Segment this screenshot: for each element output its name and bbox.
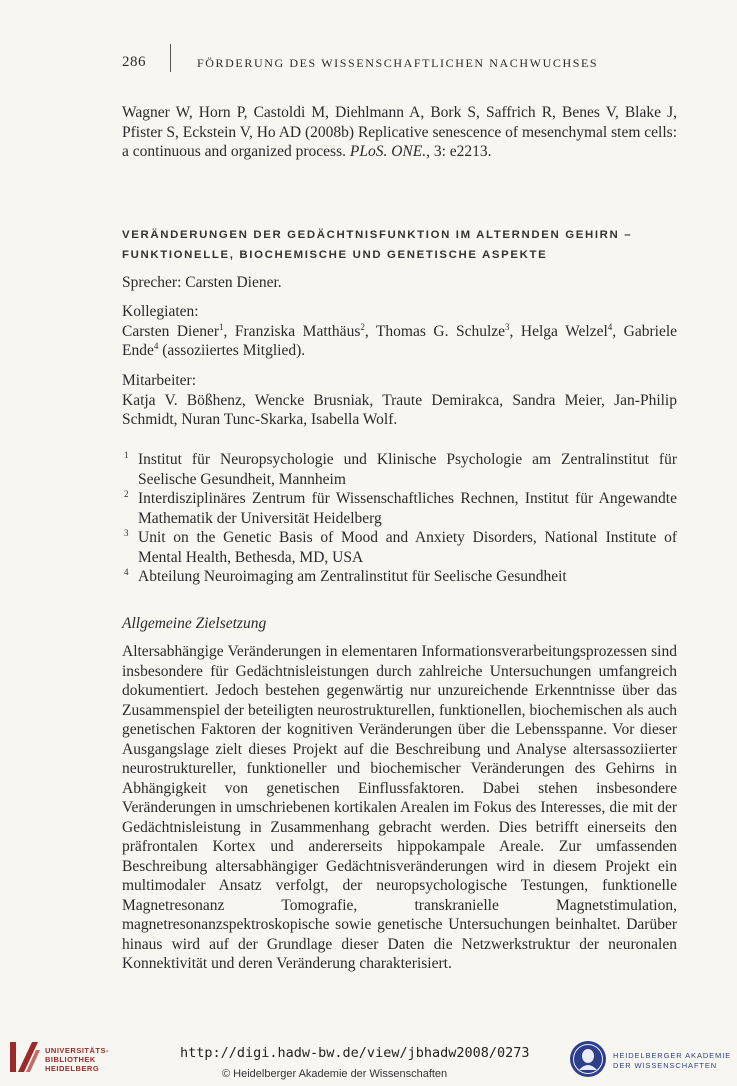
body-paragraph: Altersabhängige Veränderungen in elementaren Informationsverarbeitungsprozessen sind insbesondere für Gedächtnisleistungen durch zahlreiche Untersuchungen umfangreich dokumentiert. Jedoch bestehen gegenwärtig nur unzureichende Erkenntnisse über das Zusammenspiel der beteiligten neurostrukturellen, funktionellen, biochemischen als auch genetischen Faktoren der kognitiven Veränderungen über die Lebensspanne. Vor dieser Ausgangslage zielt dieses Projekt auf die Beschreibung und Analyse altersassoziierter neurostruktureller, funktioneller und biochemischer Veränderungen des Gehirns in Abhängigkeit von genetischen Einflussfaktoren. Dabei stehen insbesondere Veränderungen in umschriebenen kortikalen Arealen im Fokus des Interesses, die mit der Gedächtnisleistung in Zusammenhang gebracht werden. Dies betrifft einerseits den präfrontalen Kortex und andererseits hippokampale Areale. Zur umfassenden Beschreibung altersabhängiger Gedächtnisveränderungen wird in diesem Projekt ein multimodaler Ansatz verfolgt, der neuropsychologische Testungen, funktionelle Magnetresonanz Tomografie, transkranielle Magnetstimulation, magnetresonanzspektroskopische sowie genetische Untersuchungen beinhaltet. Darüber hinaus wird auf der Grundlage dieser Daten die Netzwerkstruktur der neuronalen Konnektivität und deren Veränderung charakterisiert. [122,643,677,972]
university-library-logo-icon [8,1036,42,1076]
affiliation-footnotes [122,450,677,587]
speaker-line: Sprecher: Carsten Diener. [122,274,282,291]
footnote-number: 4 [124,567,129,577]
mitarbeiter-list: Katja V. Bößhenz, Wencke Brusniak, Traute Demirakca, Sandra Meier, Jan-Philip Schmidt, Nuran Tunc-Skarka, Isabella Wolf. [122,391,677,428]
section-heading [122,226,682,265]
reference-authors: Wagner W, Horn P, Castoldi M, Diehlmann A, Bork S, Saffrich R, Benes V, Blake J, Pfister S, Eckstein V, Ho AD (2008b) Replicative senescence of mesenchymal stem cells: a continuous and organized process. [122,104,677,160]
footnote-text: Abteilung Neuroimaging am Zentralinstitut für Seelische Gesundheit [138,568,567,585]
kollegiaten-block [122,302,677,361]
page-number: 286 [122,54,146,70]
source-url-link[interactable]: http://digi.hadw-bw.de/view/jbhadw2008/0273 [180,1045,530,1061]
copyright-notice: © Heidelberger Akademie der Wissenschaften [222,1068,448,1080]
academy-seal-icon [569,1040,607,1078]
footnote-number: 2 [124,489,129,499]
mitarbeiter-label: Mitarbeiter: [122,372,197,389]
academy-name [613,1051,731,1071]
reference-journal: PLoS. ONE., [349,143,430,160]
footnote-text: Interdisziplinäres Zentrum für Wissenschaftliches Rechnen, Institut für Angewandte Mathematik der Universität Heidelberg [138,490,677,527]
section-heading-line2: FUNKTIONELLE, BIOCHEMISCHE UND GENETISCHE ASPEKTE [122,248,548,261]
footnote-item [122,450,677,489]
footnote-text: Institut für Neuropsychologie und Klinische Psychologie am Zentralinstitut für Seelische Gesundheit, Mannheim [138,451,677,488]
academy-line-2: DER WISSENSCHAFTEN [613,1061,718,1070]
library-line-1: UNIVERSITÄTS- [45,1046,110,1055]
running-title: FÖRDERUNG DES WISSENSCHAFTLICHEN NACHWUCHSES [197,56,599,70]
library-line-3: HEIDELBERG [45,1064,100,1073]
mitarbeiter-block [122,371,677,430]
affiliation-marker: 4 [607,321,613,332]
academy-line-1: HEIDELBERGER AKADEMIE [613,1051,732,1060]
kollegiat-name: Carsten Diener [122,322,220,340]
subheading: Allgemeine Zielsetzung [122,615,267,632]
kollegiat-name: , Gabriele Ende [122,322,678,359]
reference-entry [122,103,677,162]
affiliation-marker: 1 [219,321,224,332]
kollegiaten-list [122,322,677,361]
footnote-item [122,489,677,528]
affiliation-marker: 3 [505,321,510,332]
header-divider [170,44,171,72]
kollegiaten-label: Kollegiaten: [122,303,199,320]
footnote-item [122,567,677,587]
affiliation-marker: 4 [153,340,159,351]
reference-volume: 3: e2213. [433,143,492,160]
footnote-text: Unit on the Genetic Basis of Mood and Anxiety Disorders, National Institute of Mental Health, Bethesda, MD, USA [138,529,677,566]
kollegiat-name: , Helga Welzel [509,322,608,340]
kollegiaten-suffix: (assoziiertes Mitglied). [158,342,306,359]
university-library-name [45,1046,109,1073]
footnote-number: 3 [124,528,129,538]
kollegiat-name: , Franziska Matthäus [223,322,361,340]
kollegiat-name: , Thomas G. Schulze [364,322,506,340]
footnote-number: 1 [124,450,129,460]
affiliation-marker: 2 [360,321,365,332]
section-heading-line1: VERÄNDERUNGEN DER GEDÄCHTNISFUNKTION IM ALTERNDEN GEHIRN – [122,229,633,241]
library-line-2: BIBLIOTHEK [45,1055,96,1064]
footnote-item [122,528,677,567]
